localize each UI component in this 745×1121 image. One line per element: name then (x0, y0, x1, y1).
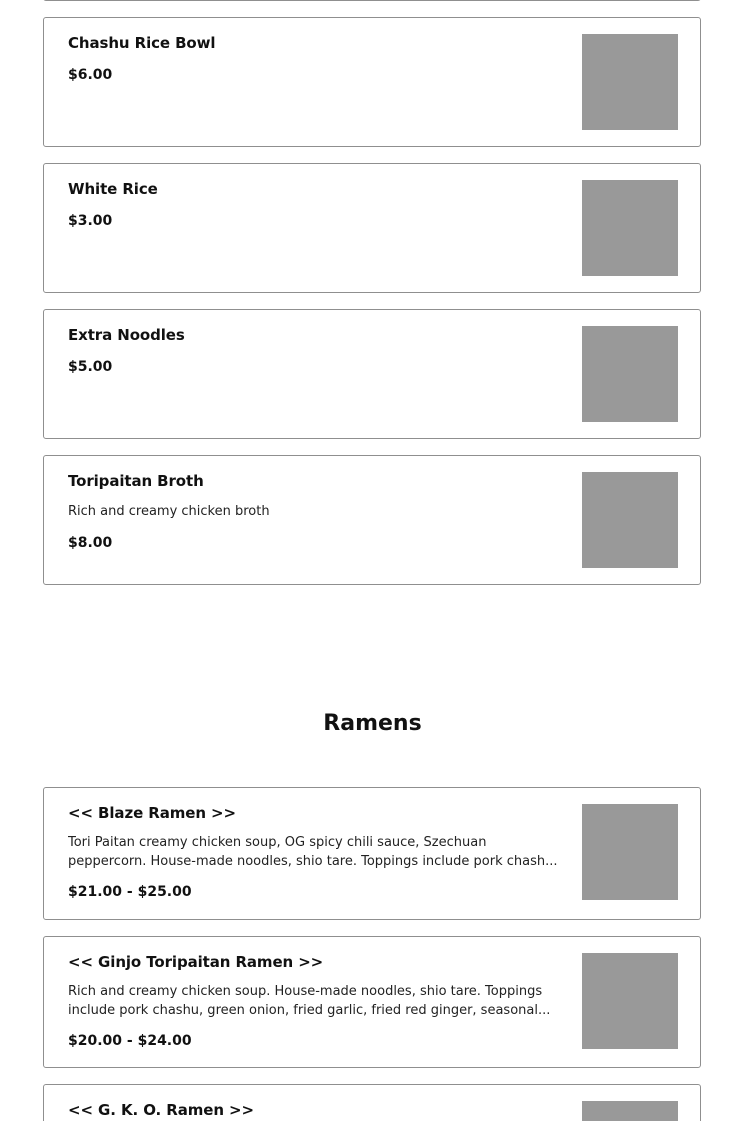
menu-item-description: Rich and creamy chicken broth (68, 504, 270, 519)
menu-item-description: Tori Paitan creamy chicken soup, OG spicy chili sauce, Szechuan peppercorn. House-made noodles, shio tare. Toppings include pork chash... (68, 835, 558, 869)
menu-item-name: Extra Noodles (68, 326, 185, 344)
menu-item-image (582, 180, 678, 276)
menu-item-image (582, 472, 678, 568)
menu-item-name: Toripaitan Broth (68, 472, 204, 490)
menu-item-card[interactable] (43, 0, 701, 1)
menu-item-card[interactable] (43, 787, 701, 920)
menu-item-card[interactable] (43, 309, 701, 439)
menu-item-card[interactable] (43, 17, 701, 147)
section-heading: Ramens (323, 711, 422, 736)
menu-item-price: $3.00 (68, 213, 113, 229)
menu-item-card[interactable] (43, 455, 701, 585)
menu-item-price: $8.00 (68, 535, 113, 551)
menu-item-description: Rich and creamy chicken soup. House-made noodles, shio tare. Toppings include pork chashu, green onion, fried garlic, fried red ginger, seasonal... (68, 984, 551, 1018)
menu-item-card[interactable] (43, 1084, 701, 1121)
menu-item-price: $6.00 (68, 67, 113, 83)
menu-item-price: $21.00 - $25.00 (68, 884, 192, 900)
menu-item-price: $20.00 - $24.00 (68, 1033, 192, 1049)
menu-item-image (582, 804, 678, 900)
menu-item-name: << G. K. O. Ramen >> (68, 1101, 254, 1119)
menu-item-card[interactable] (43, 163, 701, 293)
menu-item-name: Chashu Rice Bowl (68, 34, 216, 52)
menu-item-image (582, 953, 678, 1049)
menu-item-name: << Ginjo Toripaitan Ramen >> (68, 953, 324, 971)
menu-item-image (582, 1101, 678, 1121)
menu-item-price: $5.00 (68, 359, 113, 375)
menu-item-card[interactable] (43, 936, 701, 1068)
menu-item-name: << Blaze Ramen >> (68, 804, 236, 822)
menu-item-image (582, 34, 678, 130)
menu-item-image (582, 326, 678, 422)
menu-item-name: White Rice (68, 180, 158, 198)
